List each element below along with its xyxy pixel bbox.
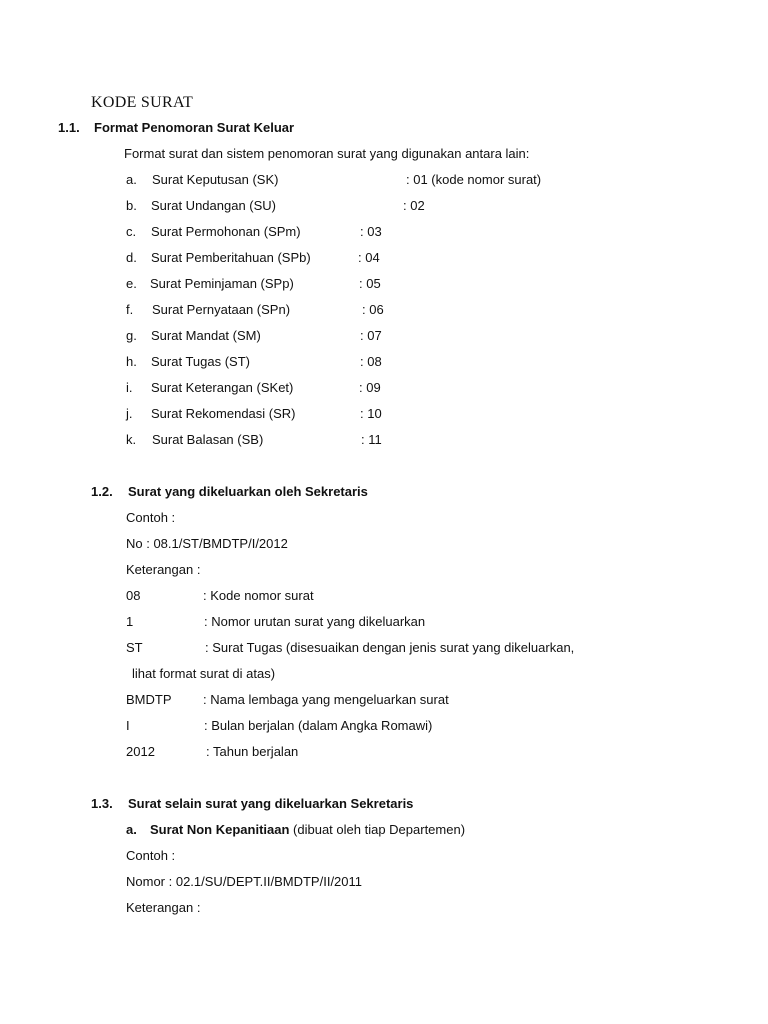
list-item-letter: k. — [126, 432, 137, 447]
list-item-letter: i. — [126, 380, 133, 395]
list-item-code: : 08 — [360, 354, 382, 369]
section-1-1-number: 1.1. — [58, 120, 80, 135]
explanation-desc: : Surat Tugas (disesuaikan dengan jenis surat yang dikeluarkan, — [205, 640, 575, 655]
list-item-name: Surat Pernyataan (SPn) — [152, 302, 291, 317]
section-1-2-heading: Surat yang dikeluarkan oleh Sekretaris — [128, 484, 368, 499]
example-number: No : 08.1/ST/BMDTP/I/2012 — [126, 536, 288, 551]
list-item-name: Surat Tugas (ST) — [151, 354, 250, 369]
list-item-name: Surat Undangan (SU) — [151, 198, 277, 213]
subsection-letter: a. — [126, 822, 137, 837]
section-1-3-heading: Surat selain surat yang dikeluarkan Sekretaris — [128, 796, 414, 811]
list-item-code: : 11 — [361, 432, 382, 447]
list-item-code: : 05 — [359, 276, 381, 291]
list-item-letter: h. — [126, 354, 137, 369]
explanation-key: 1 — [126, 614, 134, 629]
example-label: Contoh : — [126, 510, 176, 525]
explanation-key: 08 — [126, 588, 141, 603]
list-item-letter: b. — [126, 198, 137, 213]
list-item-code: : 04 — [358, 250, 380, 265]
list-item-code: : 06 — [362, 302, 384, 317]
subsection-title: Surat Non Kepanitiaan — [150, 822, 290, 837]
explanation-desc: : Kode nomor surat — [203, 588, 314, 603]
list-item-name: Surat Permohonan (SPm) — [151, 224, 301, 239]
list-item-name: Surat Rekomendasi (SR) — [151, 406, 296, 421]
explanation-key: BMDTP — [126, 692, 172, 707]
list-item-code: : 10 — [360, 406, 382, 421]
section-1-2-number: 1.2. — [91, 484, 113, 499]
subsection-heading — [150, 823, 465, 836]
explanation-key: I — [126, 718, 130, 733]
list-item-code: : 02 — [403, 198, 425, 213]
explanation-label: Keterangan : — [126, 900, 201, 915]
explanation-label: Keterangan : — [126, 562, 201, 577]
subsection-note: (dibuat oleh tiap Departemen) — [289, 822, 466, 837]
list-item-letter: a. — [126, 172, 137, 187]
page-title: KODE SURAT — [91, 94, 194, 111]
list-item-code: : 01 (kode nomor surat) — [406, 172, 542, 187]
list-item-name: Surat Mandat (SM) — [151, 328, 261, 343]
list-item-name: Surat Keputusan (SK) — [152, 172, 279, 187]
list-item-letter: e. — [126, 276, 137, 291]
example-label: Contoh : — [126, 848, 176, 863]
explanation-desc: : Nama lembaga yang mengeluarkan surat — [203, 692, 449, 707]
explanation-key: 2012 — [126, 744, 155, 759]
list-item-name: Surat Keterangan (SKet) — [151, 380, 294, 395]
list-item-letter: f. — [126, 302, 134, 317]
explanation-desc-continuation: lihat format surat di atas) — [132, 666, 276, 681]
list-item-letter: d. — [126, 250, 137, 265]
list-item-letter: j. — [126, 406, 133, 421]
explanation-desc: : Bulan berjalan (dalam Angka Romawi) — [204, 718, 433, 733]
list-item-letter: g. — [126, 328, 137, 343]
list-item-code: : 03 — [360, 224, 382, 239]
list-item-code: : 09 — [359, 380, 381, 395]
section-1-1-intro: Format surat dan sistem penomoran surat yang digunakan antara lain: — [124, 146, 530, 161]
explanation-desc: : Tahun berjalan — [206, 744, 299, 759]
section-1-3-number: 1.3. — [91, 796, 113, 811]
list-item-code: : 07 — [360, 328, 382, 343]
list-item-name: Surat Pemberitahuan (SPb) — [151, 250, 311, 265]
list-item-name: Surat Balasan (SB) — [152, 432, 264, 447]
example-number: Nomor : 02.1/SU/DEPT.II/BMDTP/II/2011 — [126, 874, 363, 889]
list-item-name: Surat Peminjaman (SPp) — [150, 276, 294, 291]
explanation-desc: : Nomor urutan surat yang dikeluarkan — [204, 614, 426, 629]
explanation-key: ST — [126, 640, 143, 655]
section-1-1-heading: Format Penomoran Surat Keluar — [94, 120, 295, 135]
list-item-letter: c. — [126, 224, 137, 239]
